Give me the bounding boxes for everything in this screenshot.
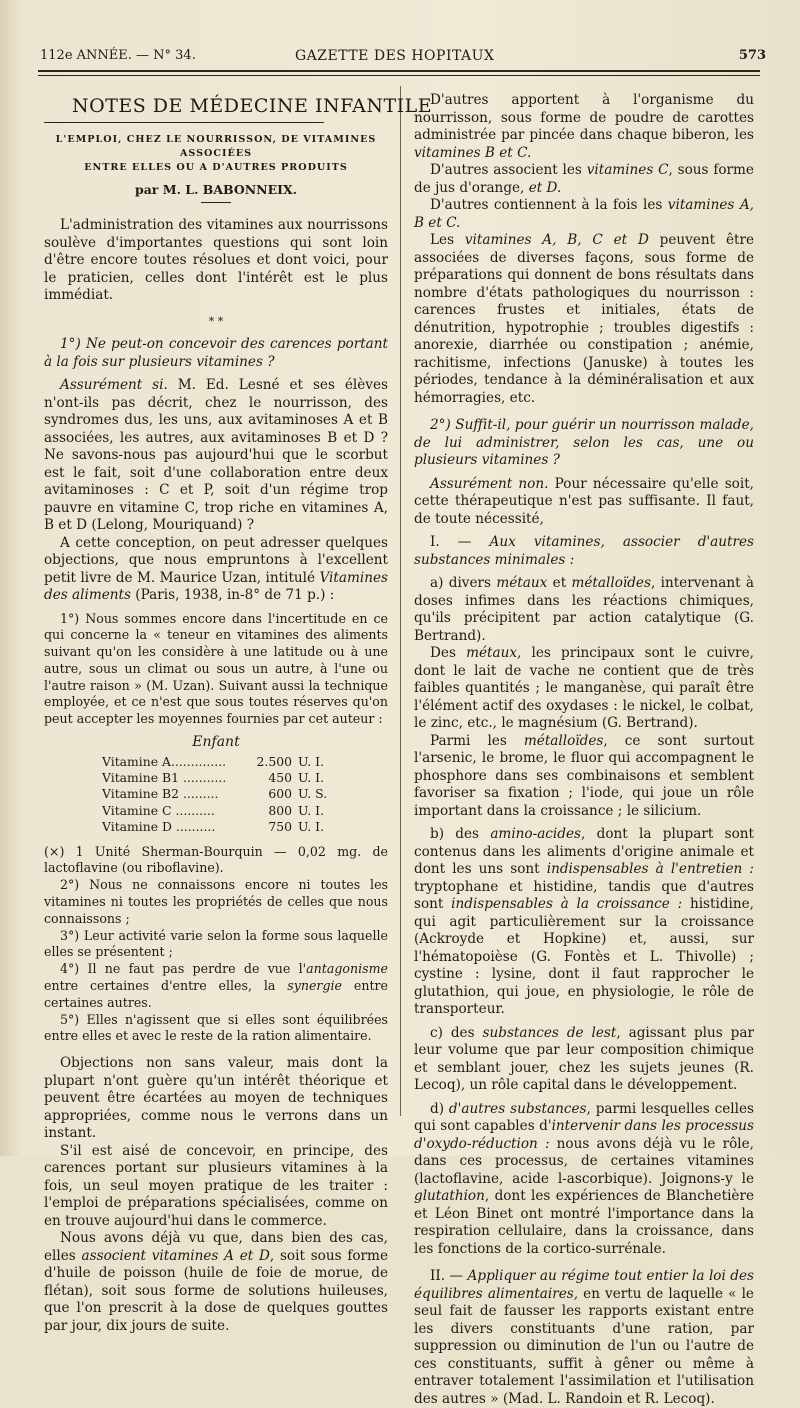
r1-italic: vitamines B et C.: [414, 144, 532, 161]
right-paragraph-3: [414, 197, 754, 232]
article-title: NOTES DE MÉDECINE INFANTILE: [72, 95, 433, 117]
n4-text-c: entre certaines autres.: [44, 977, 388, 1010]
sb-text-d: histidine, qui agit particulièrement sur la croissance (Ackroyde et Hopkine) et, aussi, sur l'hématopoièse (G. Fontès et L. Thivolle) ; cystine : lysine, dont il faut rapprocher le glutathion, qui joue, en physiologie, le rôle de transporteur.: [414, 896, 754, 1017]
r4-italic: vitamines A, B, C et D: [464, 232, 649, 248]
item-b: [414, 826, 754, 1019]
mtl-text-b: , ce sont surtout l'arsenic, le brome, le fluor qui accompagnent le phosphore dans ses combinaisons et semblent favoriser sa fixation ; l'iode, qui joue un rôle important dans la croissance ; le silicium.: [414, 732, 754, 819]
r4-text-b: peuvent être associées de diverses façons, sous forme de préparations qui donnent de bons résultats dans nombre d'états pathologiques du nourrisson : carences frustes et initiales, états de dénutrition, hypotrophie ; troubles digestifs : anorexie, diarrhée ou constipation ; anémie, rachitisme, infections (Januske) à toutes les périodes, tendance à la déminéralisation et aux hémorragies, etc.: [414, 232, 754, 406]
sd-text-a: d): [430, 1100, 449, 1117]
s2-text: en vertu de laquelle « le seul fait de fausser les rapports existant entre les divers constituants d'une ration, par suppression ou diminution de l'un ou l'autre de ces constituants, suffit à gêner ou même à entraver totalement l'assimilation et l'utilisation des autres » (Mad. L. Randoin et R. Lecoq).: [414, 1285, 754, 1407]
point-4: [44, 961, 388, 1011]
point-3: 3°) Leur activité varie selon la forme sous laquelle elles se présentent ;: [44, 927, 388, 960]
p5-italic: associent vitamines A et D: [81, 1247, 270, 1264]
sc-text-a: c) des: [430, 1024, 483, 1041]
table-row: [44, 754, 388, 770]
right-paragraph-1: [414, 92, 754, 162]
paragraph-4: S'il est aisé de concevoir, en principe, des carences portant sur plusieurs vitamines à la fois, un seul moyen pratique de les traiter : l'emploi de préparations spécialisées, comme on en trouve aujourd'hui dans le commerce.: [44, 1142, 388, 1229]
author-line: par M. L. BABONNEIX.: [134, 181, 298, 197]
p2-text-a: A cette conception, on peut adresser quelques objections, que nous empruntons à l'excellent petit livre de M. Maurice Uzan, intitulé: [44, 534, 388, 586]
mtl-text-a: Parmi les: [430, 732, 524, 749]
row-unit: U. I.: [298, 769, 325, 785]
table-row: [44, 803, 388, 819]
s1-title: Aux vitamines, associer d'autres substances minimales :: [414, 534, 754, 568]
sd-italic-2: intervenir dans les processus d'oxydo-réduction :: [414, 1118, 754, 1152]
subtitle-line-1: L'EMPLOI, CHEZ LE NOURRISSON, DE VITAMINES ASSOCIÉES: [55, 133, 377, 159]
met-text-a: Des: [430, 645, 467, 661]
r3-text: D'autres contiennent à la fois les: [430, 197, 668, 213]
p5-text-a: Nous avons déjà vu que, dans bien des cas, elles: [44, 1230, 388, 1264]
row-unit: U. S.: [298, 786, 328, 802]
header-rule-thick: [38, 70, 760, 72]
table-caption: Enfant: [192, 734, 240, 751]
n4-synergie: synergie: [287, 977, 342, 993]
sc-italic: substances de lest: [482, 1024, 617, 1041]
sa-italic-1: métaux: [496, 575, 548, 591]
right-paragraph-2: [414, 162, 754, 197]
journal-title: GAZETTE DES HOPITAUX: [295, 48, 495, 64]
sb-text-a: b) des: [430, 826, 491, 842]
row-name: Vitamine B2 .........: [102, 786, 219, 802]
r4-text-a: Les: [430, 232, 465, 248]
mtl-italic: métalloïdes: [523, 732, 604, 749]
row-value: 450: [268, 769, 292, 785]
right-paragraph-4: [414, 232, 754, 407]
row-value: 2.500: [256, 753, 292, 769]
issue-number: 112e ANNÉE. — N° 34.: [40, 48, 196, 63]
question-2: 2°) Suffit-il, pour guérir un nourrisson malade, de lui administrer, selon les cas, une ou plusieurs vitamines ?: [414, 417, 754, 468]
a2-rest: Pour nécessaire qu'elle soit, cette thérapeutique n'est pas suffisante. Il faut, de toute nécessité,: [414, 475, 754, 527]
p2-book-title: Vitamines des aliments: [44, 569, 388, 603]
p1-rest: M. Ed. Lesné et ses élèves n'ont-ils pas décrit, chez le nourrisson, des syndromes dus, les uns, aux avitaminoses A et B associées, les autres, aux avitaminoses B et D ? Ne savons-nous pas aujourd'hui que le scorbut est le fait, soit d'une collaboration entre deux avitaminoses : C et P, soit d'un régime trop pauvre en vitamine C, trop riche en vitamines A, B et D (Lelong, Mouriquand) ?: [44, 377, 389, 533]
r2-text-a: D'autres associent les: [430, 162, 587, 178]
a2-lead: Assurément non.: [430, 475, 549, 492]
sa-text-a: a) divers: [430, 575, 497, 591]
vitamin-table: [44, 734, 388, 836]
row-unit: U. I.: [298, 819, 325, 835]
n4-text-b: entre certaines d'entre elles, la: [44, 977, 288, 993]
running-header: [40, 48, 766, 68]
quote-paragraph: 1°) Nous sommes encore dans l'incertitude en ce qui concerne la « teneur en vitamines des aliments suivant qu'on les considère à une latitude ou à une autre, sous un climat ou sous un autre, à l'une ou l'autre raison » (M. Uzan). Suivant aussi la technique employée, et ce n'est que sous toutes réserves qu'on peut accepter les moyennes fournies par cet auteur :: [44, 610, 388, 727]
r1-text: D'autres apportent à l'organisme du nourrisson, sous forme de poudre de carottes administrée par pincée dans chaque biberon, les: [414, 92, 754, 143]
row-value: 800: [268, 802, 292, 818]
table-row: [44, 819, 388, 835]
row-name: Vitamine D ..........: [102, 819, 216, 835]
sc-text-b: , agissant plus par leur volume que par leur composition chimique et semblant jouer, chez les sujets jeunes (R. Lecoq), un rôle capital dans le développement.: [414, 1024, 754, 1093]
question-1: 1°) Ne peut-on concevoir des carences portant à la fois sur plusieurs vitamines ?: [44, 336, 388, 370]
sa-text-b: et: [547, 575, 572, 591]
sd-italic-3: glutathion: [414, 1188, 485, 1204]
point-2: 2°) Nous ne connaissons encore ni toutes les vitamines ni toutes les propriétés de celles que nous connaissons ;: [44, 877, 388, 926]
sb-text-b: , dont la plupart sont contenus dans les aliments d'origine animale et dont les uns sont: [414, 826, 754, 877]
sd-text-b: , parmi lesquelles celles qui sont capables d': [414, 1100, 755, 1134]
met-text-b: , les principaux sont le cuivre, dont le lait de vache ne contient que de très faibles quantités ; le manganèse, qui paraît être l'élément actif des oxydases : le nickel, le colbat, le zinc, etc., le magnésium (G. Bertrand).: [414, 645, 754, 731]
row-name: Vitamine C ..........: [102, 802, 215, 818]
sb-italic-3: indispensables à la croissance :: [451, 896, 683, 912]
r3-italic: vitamines A, B et C.: [414, 197, 754, 231]
sd-text-d: , dont les expériences de Blanchetière et Léon Binet ont montré l'importance dans la respiration cellulaire, dans la croissance, dans les fonctions de la cortico-surrénale.: [414, 1188, 754, 1257]
p2-text-b: (Paris, 1938, in-8° de 71 p.) :: [130, 587, 335, 603]
article-subtitle: [44, 133, 388, 175]
author-rule: [201, 202, 231, 203]
r2-italic-a: vitamines C: [586, 162, 669, 178]
section-2: [414, 1268, 754, 1408]
table-row: [44, 770, 388, 786]
column-divider: [400, 86, 401, 1116]
table-row: [44, 786, 388, 802]
sd-text-c: nous avons déjà vu le rôle, dans ces processus, de certaines vitamines (lactoflavine, acide l-ascorbique). Joignons-y le: [414, 1135, 754, 1187]
sb-italic-2: indispensables à l'entretien :: [546, 861, 754, 877]
metaux-paragraph: [414, 645, 754, 733]
n4-antagonisme: antagonisme: [306, 961, 388, 977]
table-footnote: (×) 1 Unité Sherman-Bourquin — 0,02 mg. de lactoflavine (ou riboflavine).: [44, 843, 388, 876]
right-column: [414, 92, 754, 1408]
sb-italic-1: amino-acides: [490, 826, 581, 842]
n4-text-a: 4°) Il ne faut pas perdre de vue l': [60, 961, 307, 977]
sa-italic-2: métalloïdes: [571, 575, 651, 591]
sa-text-c: , intervenant à doses infimes dans les réactions chimiques, qu'ils précipitent par action catalytique (G. Bertrand).: [414, 575, 754, 644]
row-unit: U. I.: [298, 802, 325, 818]
item-c: [414, 1025, 754, 1095]
s2-title: Appliquer au régime tout entier la loi des équilibres alimentaires,: [414, 1268, 755, 1302]
section-1-heading: [414, 534, 754, 569]
page-number: 573: [738, 48, 766, 63]
title-rule: [44, 122, 324, 123]
p1-lead: Assurément si.: [60, 377, 168, 393]
item-d: [414, 1101, 754, 1259]
row-name: Vitamine B1 ...........: [102, 769, 227, 785]
row-unit: U. I.: [298, 753, 325, 769]
section-stars: * *: [208, 314, 224, 328]
header-rule-thin: [38, 75, 760, 76]
r2-italic-b: et D.: [528, 179, 562, 196]
item-a: [414, 575, 754, 645]
met-italic: métaux: [466, 645, 518, 661]
subtitle-line-2: ENTRE ELLES OU A D'AUTRES PRODUITS: [84, 161, 348, 173]
sb-text-c: tryptophane et histidine, tandis que d'autres sont: [414, 878, 754, 912]
row-name: Vitamine A..............: [102, 753, 227, 769]
left-column: [44, 92, 433, 1335]
row-value: 600: [268, 786, 292, 802]
point-5: 5°) Elles n'agissent que si elles sont équilibrées entre elles et avec le reste de la ration alimentaire.: [44, 1011, 388, 1044]
paragraph-5: [44, 1230, 388, 1335]
s1-number: I. —: [430, 534, 490, 550]
metalloides-paragraph: [414, 733, 754, 821]
answer-2: [414, 476, 754, 529]
r2-text-b: , sous forme de jus d'orange,: [414, 162, 754, 196]
paragraph-3: Objections non sans valeur, mais dont la plupart n'ont guère qu'un intérêt théorique et peuvent être écartées au moyen de techniques appropriées, comme nous le verrons dans un instant.: [44, 1055, 388, 1142]
sd-italic-1: d'autres substances: [448, 1100, 587, 1117]
s2-number: II. —: [430, 1268, 468, 1284]
paragraph-1: [44, 377, 388, 535]
row-value: 750: [268, 819, 292, 835]
p5-text-b: , soit sous forme d'huile de poisson (huile de foie de morue, de flétan), soit sous forme de solutions huileuses, que l'on prescrit à la dose de quelques gouttes par jour, dix jours de suite.: [44, 1247, 388, 1334]
intro-paragraph: L'administration des vitamines aux nourrissons soulève d'importantes questions qui sont loin d'être encore toutes résolues et dont voici, pour le praticien, celles dont l'intérêt est le plus immédiat.: [44, 217, 388, 303]
paragraph-2: [44, 535, 388, 605]
